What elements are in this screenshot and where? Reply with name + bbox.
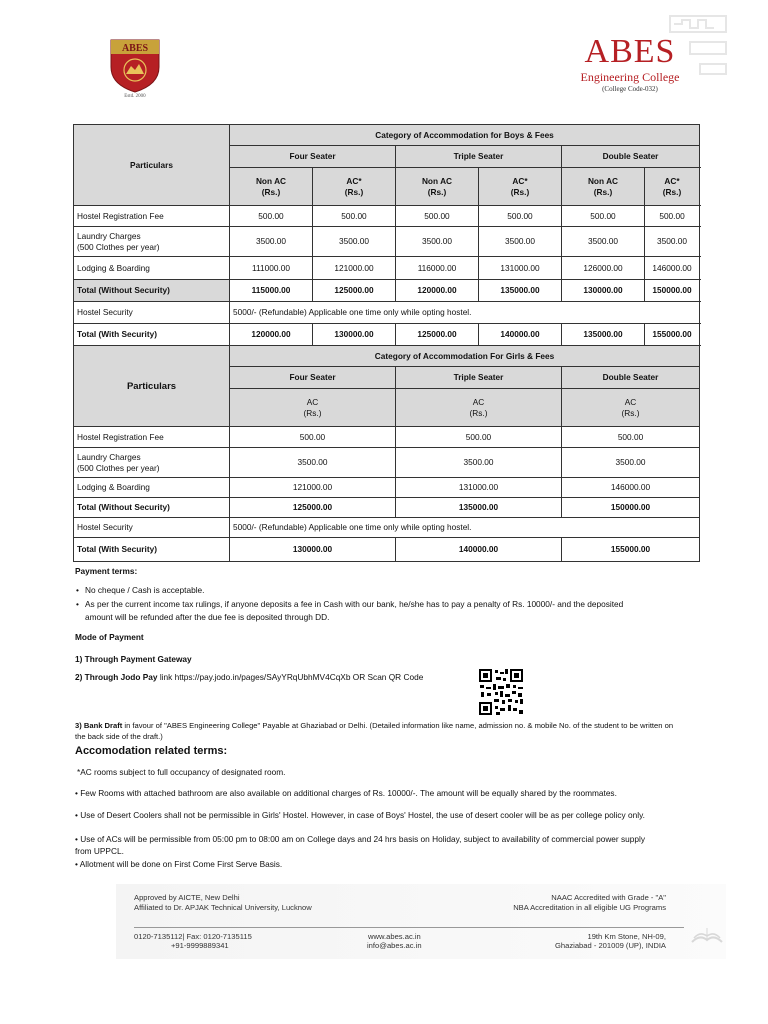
seater-header: Double Seater	[562, 146, 700, 168]
security-note: 5000/- (Refundable) Applicable one time only while opting hostel.	[230, 302, 700, 324]
bank-draft-line	[75, 720, 720, 731]
fee-cell: 140000.00	[479, 324, 562, 346]
unit-label: (Rs.)	[344, 186, 364, 197]
ac-type-header	[313, 168, 396, 206]
row-label: Hostel Security	[74, 302, 230, 324]
unit-label: (Rs.)	[261, 186, 281, 197]
row-label: Total (Without Security)	[74, 280, 230, 302]
fee-cell: 500.00	[562, 206, 645, 227]
bank-draft-text: in favour of "ABES Engineering College" Payable at Ghaziabad or Delhi. (Detailed information like name, admission no. & mobile No. of the student to be written on	[124, 721, 674, 730]
row-label: Hostel Registration Fee	[74, 206, 230, 227]
fee-cell: 146000.00	[645, 257, 700, 280]
jodo-pay-line	[75, 672, 423, 683]
fee-cell: 500.00	[396, 427, 562, 448]
payment-term: • No cheque / Cash is acceptable.	[75, 585, 204, 596]
fee-cell: 155000.00	[645, 324, 700, 346]
fee-cell: 3500.00	[396, 227, 479, 257]
fee-cell: 131000.00	[396, 478, 562, 498]
fee-cell: 500.00	[396, 206, 479, 227]
college-code: (College Code-032)	[602, 85, 658, 93]
table-row	[74, 324, 700, 346]
footer-approved: Approved by AICTE, New Delhi	[134, 893, 240, 902]
ac-type-label: Non AC	[255, 175, 287, 186]
table-row	[74, 518, 700, 538]
footer-address-city: Ghaziabad - 201009 (UP), INDIA	[554, 941, 666, 950]
ac-type-label: AC*	[346, 175, 362, 186]
fee-cell: 3500.00	[645, 227, 700, 257]
ac-type-header	[645, 168, 700, 206]
ac-type-label: AC*	[512, 175, 528, 186]
footer-nba: NBA Accreditation in all eligible UG Programs	[513, 903, 666, 912]
ac-type-header	[479, 168, 562, 206]
row-label: Hostel Registration Fee	[74, 427, 230, 448]
payment-terms-title: Payment terms:	[75, 566, 138, 576]
row-label: Lodging & Boarding	[74, 257, 230, 280]
fee-cell: 500.00	[230, 427, 396, 448]
mode-of-payment-title: Mode of Payment	[75, 632, 144, 642]
ac-type-label: Non AC	[587, 175, 619, 186]
bank-draft-label: 3) Bank Draft	[75, 721, 123, 730]
ac-type-header	[230, 168, 313, 206]
brand-name: ABES	[584, 33, 676, 70]
unit-label: (Rs.)	[593, 186, 613, 197]
unit-label: (Rs.)	[427, 186, 447, 197]
letterhead	[0, 0, 768, 120]
accommodation-term: • Allotment will be done on First Come First Serve Basis.	[75, 859, 283, 869]
ac-type-header	[396, 168, 479, 206]
ac-type-header	[396, 389, 562, 427]
footer-address: 19th Km Stone, NH-09,	[587, 932, 666, 941]
fee-cell: 131000.00	[479, 257, 562, 280]
footer-affiliated: Affiliated to Dr. APJAK Technical University, Lucknow	[134, 903, 312, 912]
ac-type-header	[230, 389, 396, 427]
table-row	[74, 478, 700, 498]
jodo-pay-link[interactable]: link https://pay.jodo.in/pages/SAyYRqUbhMV4CqXb OR Scan QR Code	[159, 672, 424, 682]
jodo-pay-label: 2) Through Jodo Pay	[75, 672, 158, 682]
table-row	[74, 280, 700, 302]
row-label: Hostel Security	[74, 518, 230, 538]
fee-cell: 146000.00	[562, 478, 700, 498]
row-label-line: Laundry Charges	[77, 230, 141, 241]
fee-cell: 125000.00	[396, 324, 479, 346]
fee-cell: 500.00	[313, 206, 396, 227]
payment-gateway: 1) Through Payment Gateway	[75, 654, 192, 664]
fee-cell: 130000.00	[562, 280, 645, 302]
fee-cell: 3500.00	[479, 227, 562, 257]
row-label-line: Laundry Charges	[77, 451, 141, 462]
table-row	[74, 538, 700, 562]
fee-cell: 135000.00	[396, 498, 562, 518]
fee-cell: 135000.00	[562, 324, 645, 346]
footer	[116, 884, 726, 959]
girls-fee-table	[73, 345, 700, 562]
row-label: Total (Without Security)	[74, 498, 230, 518]
fee-cell: 500.00	[479, 206, 562, 227]
row-label: Total (With Security)	[74, 538, 230, 562]
unit-label: (Rs.)	[662, 186, 682, 197]
table-row	[74, 227, 700, 257]
decorative-pattern-icon	[660, 12, 730, 106]
fee-cell: 121000.00	[313, 257, 396, 280]
seater-header: Double Seater	[562, 367, 700, 389]
seater-header: Triple Seater	[396, 146, 562, 168]
fee-cell: 130000.00	[230, 538, 396, 562]
seater-header: Four Seater	[230, 367, 396, 389]
row-label	[74, 227, 230, 257]
footer-mobile: +91-9999889341	[171, 941, 229, 950]
payment-term-continued: amount will be refunded after the due fee is deposited through DD.	[85, 612, 330, 622]
fee-cell: 120000.00	[396, 280, 479, 302]
fee-cell: 140000.00	[396, 538, 562, 562]
particulars-header: Particulars	[74, 125, 230, 206]
fee-cell: 125000.00	[313, 280, 396, 302]
fee-cell: 121000.00	[230, 478, 396, 498]
seater-header: Triple Seater	[396, 367, 562, 389]
row-label-line: (500 Clothes per year)	[77, 241, 160, 252]
footer-email[interactable]: info@abes.ac.in	[367, 941, 422, 950]
table-row	[74, 448, 700, 478]
ac-type-label: Non AC	[421, 175, 453, 186]
table-row	[74, 427, 700, 448]
row-label	[74, 448, 230, 478]
ac-type-label: AC	[306, 396, 319, 407]
table-row	[74, 206, 700, 227]
accommodation-term-continued: from UPPCL.	[75, 846, 124, 856]
fee-cell: 500.00	[562, 427, 700, 448]
fee-cell: 116000.00	[396, 257, 479, 280]
unit-label: (Rs.)	[510, 186, 530, 197]
ac-type-label: AC	[472, 396, 485, 407]
fee-cell: 150000.00	[645, 280, 700, 302]
fee-cell: 135000.00	[479, 280, 562, 302]
ac-type-label: AC*	[664, 175, 680, 186]
fee-cell: 500.00	[230, 206, 313, 227]
accommodation-terms-title: Accomodation related terms:	[75, 745, 228, 757]
crest-label: ABES	[121, 43, 149, 54]
table-row	[74, 302, 700, 324]
fee-cell: 125000.00	[230, 498, 396, 518]
payment-term: • As per the current income tax rulings, if anyone deposits a fee in Cash with our bank, he/she has to pay a penalty of Rs. 10000/- and the deposited	[75, 599, 623, 610]
fee-cell: 500.00	[645, 206, 700, 227]
fee-cell: 3500.00	[230, 448, 396, 478]
footer-phone: 0120-7135112| Fax: 0120-7135115	[134, 932, 252, 941]
ac-type-label: AC	[624, 396, 637, 407]
unit-label: (Rs.)	[469, 407, 488, 418]
fee-cell: 3500.00	[313, 227, 396, 257]
accommodation-term: • Few Rooms with attached bathroom are also available on additional charges of Rs. 10000/-. The amount will be equally shared by the roommates.	[75, 788, 617, 798]
row-label: Lodging & Boarding	[74, 478, 230, 498]
fee-cell: 111000.00	[230, 257, 313, 280]
fee-cell: 3500.00	[562, 448, 700, 478]
fee-cell: 126000.00	[562, 257, 645, 280]
particulars-header: Particulars	[74, 346, 230, 427]
unit-label: (Rs.)	[303, 407, 322, 418]
bank-draft-text-continued: the back side of the draft.)	[75, 732, 163, 741]
girls-category-title: Category of Accommodation For Girls & Fees	[230, 346, 700, 367]
fee-cell: 155000.00	[562, 538, 700, 562]
fee-cell: 3500.00	[562, 227, 645, 257]
unit-label: (Rs.)	[621, 407, 640, 418]
row-label-line: (500 Clothes per year)	[77, 462, 160, 473]
accommodation-term: • Use of Desert Coolers shall not be permissible in Girls' Hostel. However, in case of Boys' Hostel, the use of desert cooler will be as per college policy only.	[75, 810, 645, 820]
book-icon	[690, 922, 724, 946]
boys-category-title: Category of Accommodation for Boys & Fees	[230, 125, 700, 146]
crest-established: Estd. 2000	[124, 94, 146, 99]
security-note: 5000/- (Refundable) Applicable one time only while opting hostel.	[230, 518, 700, 538]
ac-type-header	[562, 168, 645, 206]
boys-fee-table	[73, 124, 700, 346]
fee-cell: 150000.00	[562, 498, 700, 518]
footer-website[interactable]: www.abes.ac.in	[368, 932, 421, 941]
seater-header: Four Seater	[230, 146, 396, 168]
footer-naac: NAAC Accredited with Grade - "A"	[551, 893, 666, 902]
fee-cell: 3500.00	[396, 448, 562, 478]
ac-type-header	[562, 389, 700, 427]
brand-subtitle: Engineering College	[580, 70, 680, 84]
fee-cell: 115000.00	[230, 280, 313, 302]
college-crest-logo	[108, 37, 162, 93]
accommodation-term: • Use of ACs will be permissible from 05:00 pm to 08:00 am on College days and 24 hrs basis on Holiday, subject to availability of commercial power supply	[75, 834, 645, 844]
fee-cell: 3500.00	[230, 227, 313, 257]
footer-divider	[134, 927, 684, 928]
fee-cell: 130000.00	[313, 324, 396, 346]
fee-cell: 120000.00	[230, 324, 313, 346]
qr-code-icon[interactable]	[478, 668, 524, 716]
accommodation-term: *AC rooms subject to full occupancy of designated room.	[77, 767, 286, 777]
table-row	[74, 257, 700, 280]
row-label: Total (With Security)	[74, 324, 230, 346]
table-row	[74, 498, 700, 518]
